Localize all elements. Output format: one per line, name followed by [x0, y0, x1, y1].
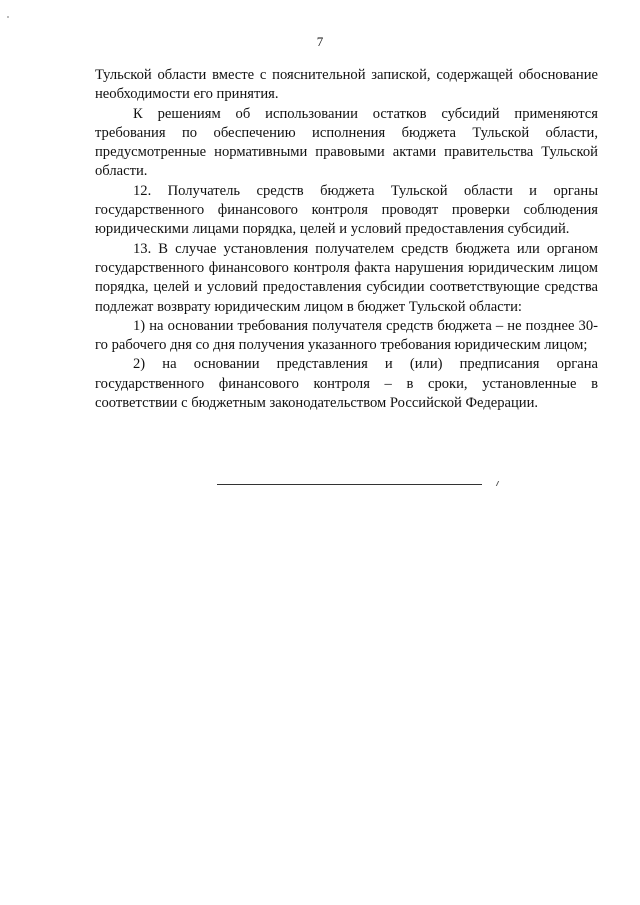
paragraph-continuation: Тульской области вместе с пояснительной запиской, содержащей обоснование необходимости его принятия.	[95, 67, 598, 103]
paragraph-item-13: 13. В случае установления получателем средств бюджета или органом государственного финансового контроля факта нарушения юридическим лицом порядка, целей и условий предоставления субсидии соответствующие средства подлежат возврату юридическим лицом в бюджет Тульской области:	[95, 240, 598, 315]
page-number: 7	[316, 34, 324, 49]
separator-tick-mark	[496, 481, 502, 486]
paragraph-subitem-2: 2) на основании представления и (или) предписания органа государственного финансового контроля – в сроки, установленные в соответствии с бюджетным законодательством Российской Федерации.	[95, 356, 598, 412]
scan-speck	[7, 16, 9, 18]
paragraph-subitem-1: 1) на основании требования получателя средств бюджета – не позднее 30-го рабочего дня со дня получения указанного требования юридическим лицом;	[95, 317, 598, 354]
document-body	[95, 66, 598, 413]
paragraph-subsidy-remainders: К решениям об использовании остатков субсидий применяются требования по обеспечению исполнения бюджета Тульской области, предусмотренные нормативными правовыми актами правительства Тульской области.	[95, 105, 598, 180]
paragraph-item-12: 12. Получатель средств бюджета Тульской области и органы государственного финансового контроля проводят проверки соблюдения юридическими лицами порядка, целей и условий предоставления субсидий.	[95, 182, 598, 238]
end-separator-line	[217, 484, 482, 485]
